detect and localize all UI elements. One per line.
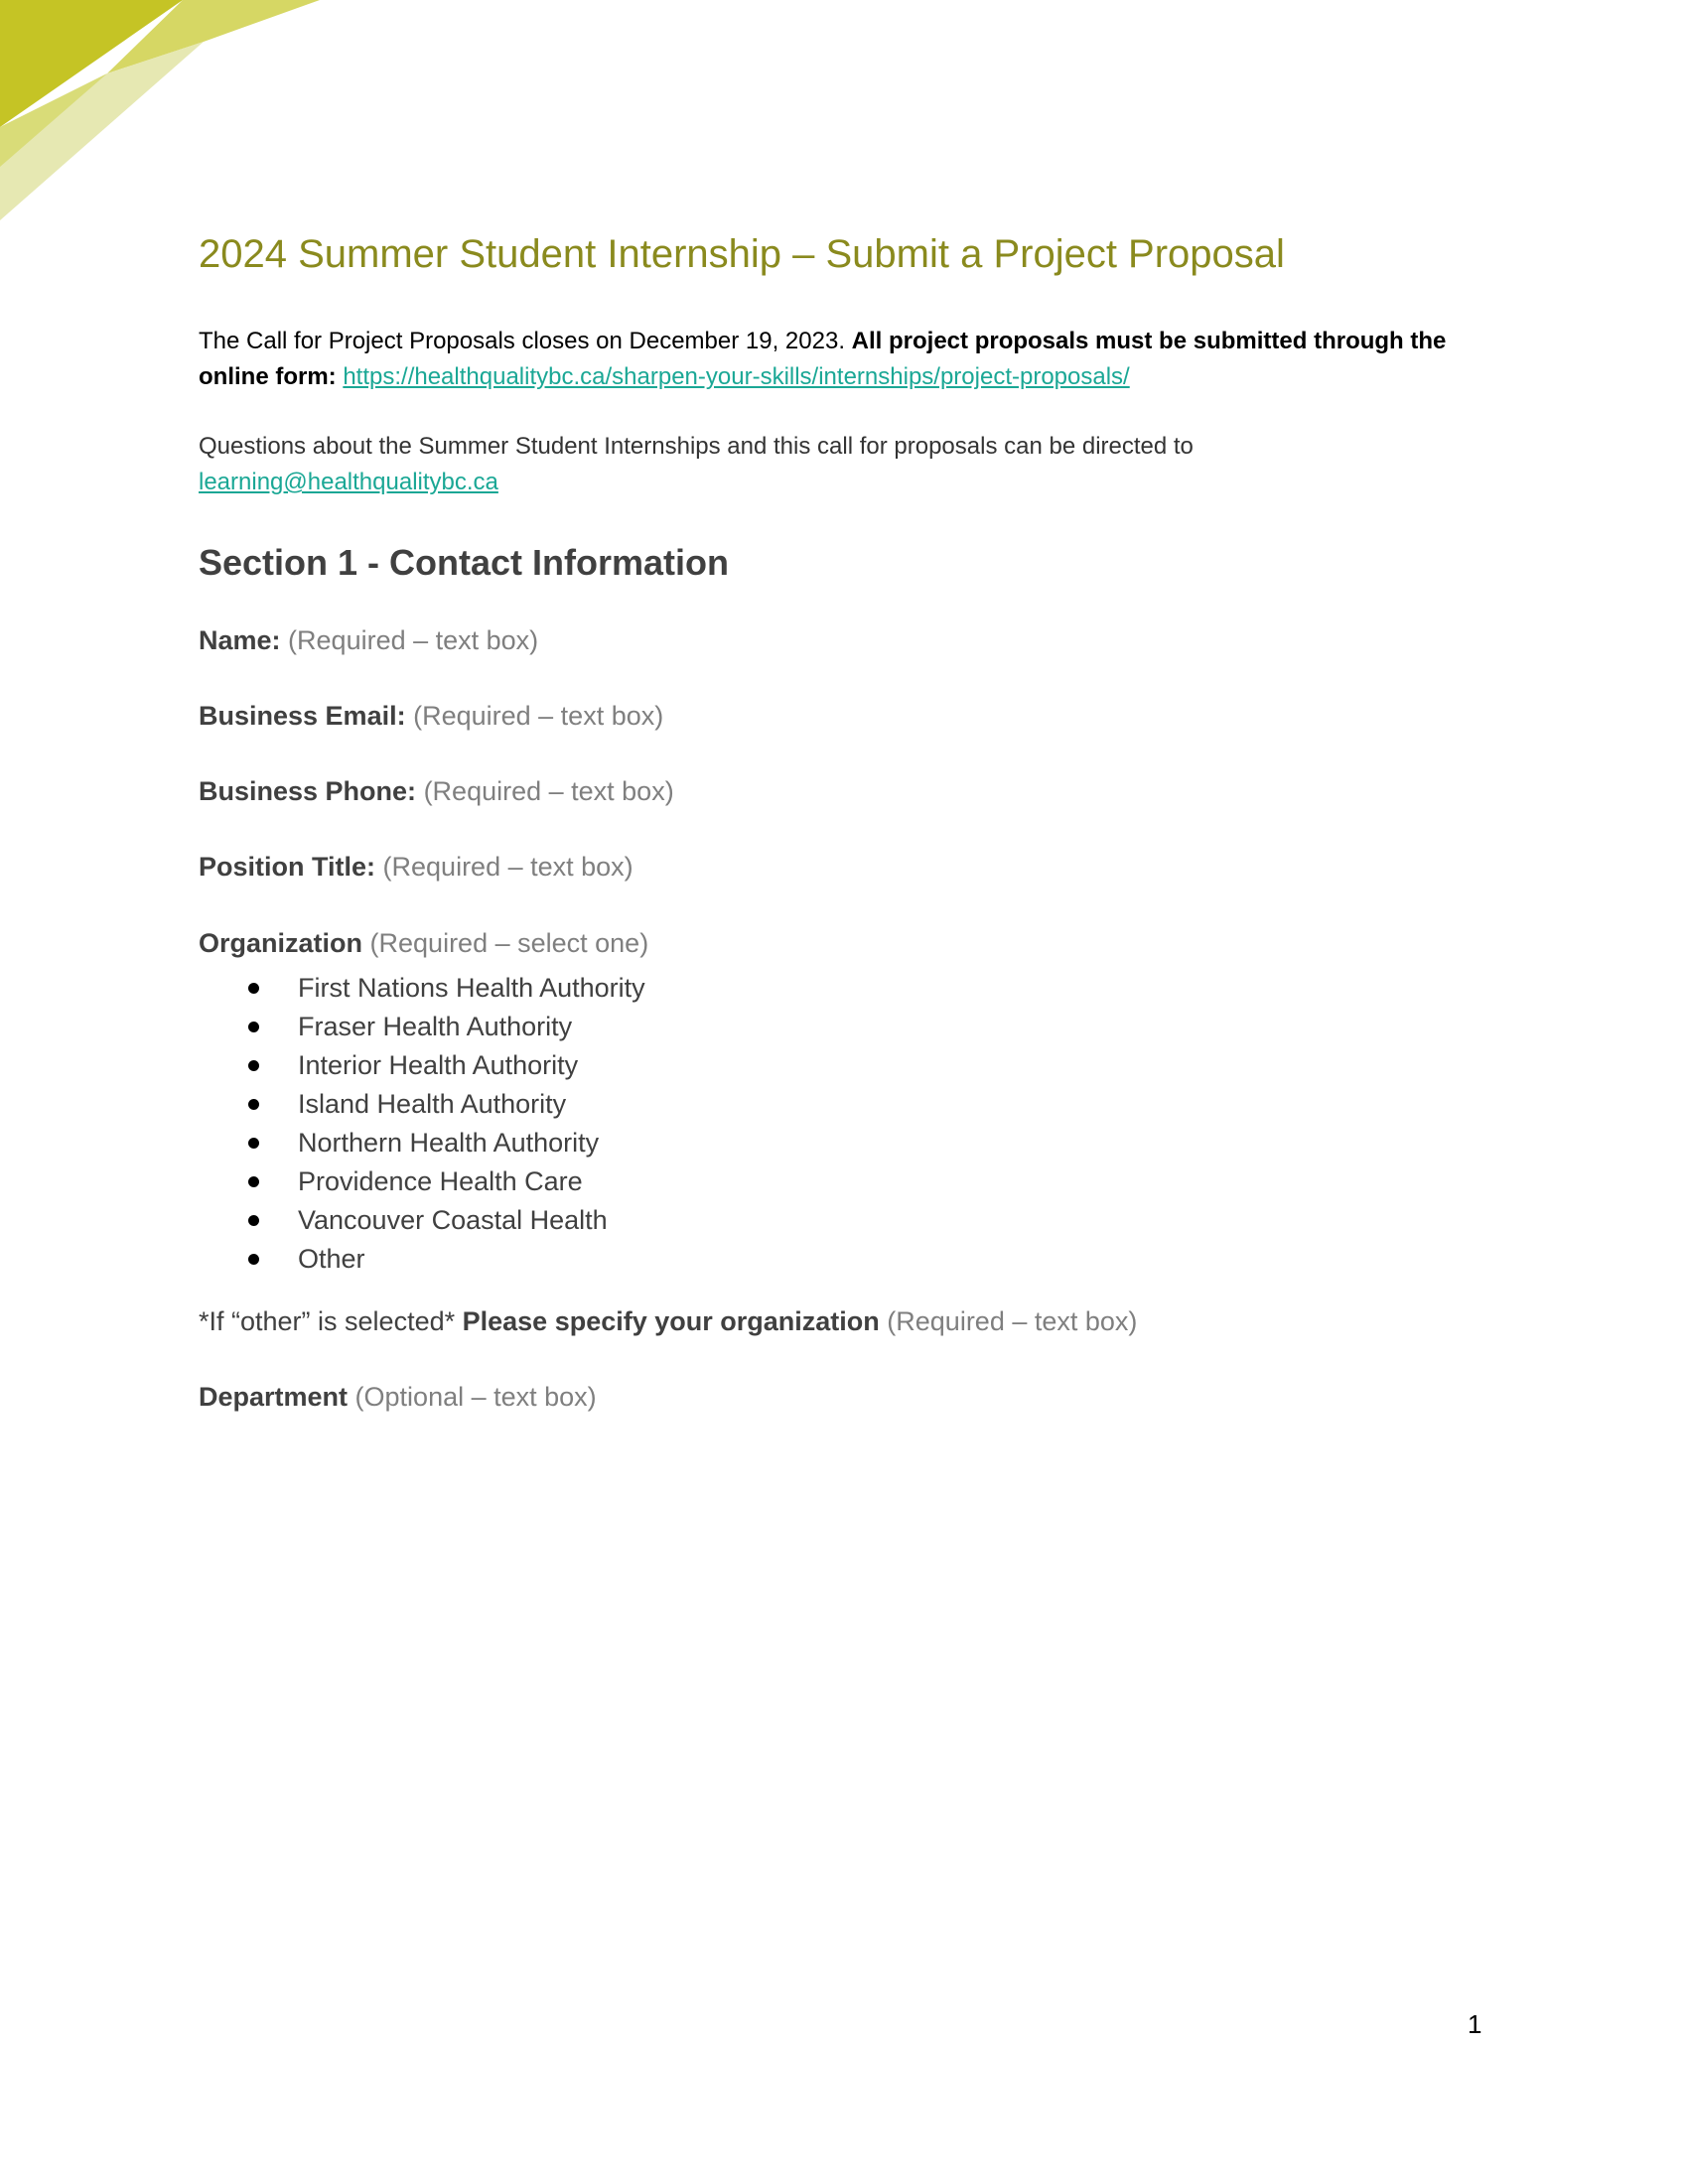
organization-option-label: Providence Health Care: [298, 1166, 583, 1196]
business-email-hint: (Required – text box): [413, 701, 664, 731]
organization-option: [199, 1124, 645, 1162]
business-phone-field: [199, 773, 674, 809]
department-field: [199, 1379, 597, 1415]
bullet-icon: [248, 1176, 259, 1187]
questions-text: Questions about the Summer Student Internships and this call for proposals can be directed to: [199, 433, 1194, 460]
bullet-icon: [248, 983, 259, 994]
bullet-icon: [248, 1254, 259, 1265]
contact-email-link[interactable]: learning@healthqualitybc.ca: [199, 469, 498, 495]
bullet-icon: [248, 1099, 259, 1110]
business-email-field: [199, 698, 663, 734]
position-title-label: Position Title:: [199, 852, 376, 882]
page-title: 2024 Summer Student Internship – Submit a Project Proposal: [199, 232, 1285, 276]
position-title-field: [199, 849, 633, 885]
questions-paragraph: [199, 429, 1499, 500]
intro-bold-text: All project proposals must be submitted through the online form:: [199, 328, 1447, 390]
department-label: Department: [199, 1382, 349, 1412]
page-number: 1: [1468, 2009, 1482, 2039]
business-phone-hint: (Required – text box): [423, 776, 674, 806]
organization-hint: (Required – select one): [369, 928, 649, 958]
organization-option-label: Island Health Authority: [298, 1089, 567, 1119]
bullet-icon: [248, 1060, 259, 1071]
name-label: Name:: [199, 625, 281, 655]
corner-logo-graphic: [0, 0, 328, 228]
name-hint: (Required – text box): [288, 625, 539, 655]
position-title-hint: (Required – text box): [382, 852, 633, 882]
organization-option-label: Fraser Health Authority: [298, 1012, 573, 1041]
organization-option-label: Northern Health Authority: [298, 1128, 600, 1158]
organization-option: [199, 1046, 645, 1085]
bullet-icon: [248, 1215, 259, 1226]
section-heading: Section 1 - Contact Information: [199, 542, 730, 583]
organization-option: [199, 1240, 645, 1279]
intro-paragraph: [199, 324, 1499, 395]
organization-option: [199, 1085, 645, 1124]
organization-option: [199, 1162, 645, 1201]
bullet-icon: [248, 1022, 259, 1032]
other-organization-hint: (Required – text box): [887, 1306, 1138, 1336]
organization-option-label: Interior Health Authority: [298, 1050, 579, 1080]
organization-options-list: [199, 969, 645, 1279]
organization-option-label: First Nations Health Authority: [298, 973, 645, 1003]
other-organization-label: Please specify your organization: [462, 1306, 880, 1336]
other-organization-field: [199, 1303, 1137, 1339]
department-hint: (Optional – text box): [354, 1382, 597, 1412]
organization-option-label: Vancouver Coastal Health: [298, 1205, 608, 1235]
organization-label: Organization: [199, 928, 363, 958]
organization-field: [199, 925, 648, 961]
proposal-form-link[interactable]: https://healthqualitybc.ca/sharpen-your-skills/internships/project-proposals/: [343, 363, 1130, 390]
business-email-label: Business Email:: [199, 701, 406, 731]
business-phone-label: Business Phone:: [199, 776, 417, 806]
name-field: [199, 622, 538, 658]
bullet-icon: [248, 1138, 259, 1149]
other-organization-prefix: *If “other” is selected*: [199, 1306, 456, 1336]
organization-option: [199, 1008, 645, 1046]
organization-option-label: Other: [298, 1244, 365, 1274]
organization-option: [199, 969, 645, 1008]
organization-option: [199, 1201, 645, 1240]
intro-text: The Call for Project Proposals closes on December 19, 2023.: [199, 328, 845, 354]
